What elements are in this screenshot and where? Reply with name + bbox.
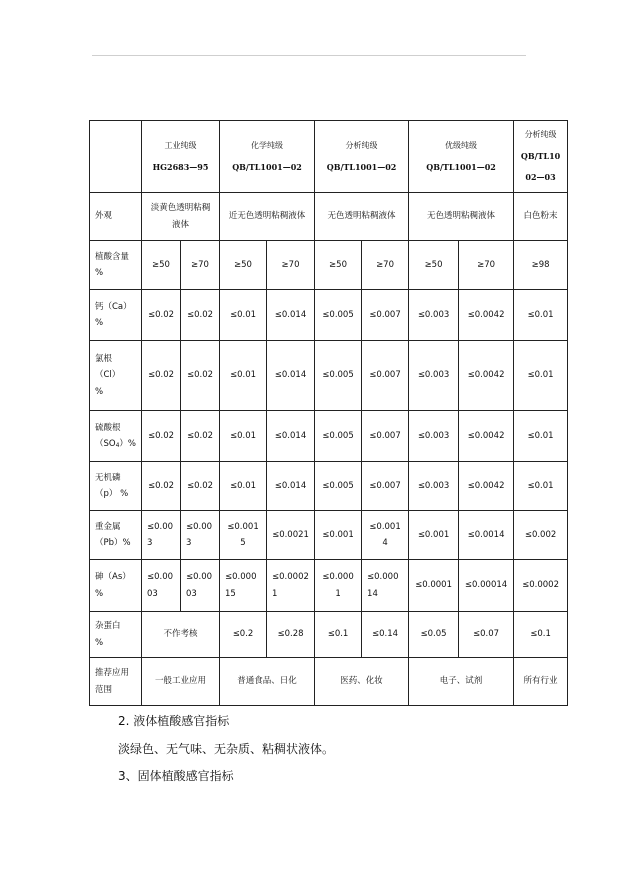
cell: ≤0.02 [181, 462, 220, 511]
row-label: 杂蛋白 % [90, 612, 142, 658]
cell: ≤0.1 [315, 612, 362, 658]
cell: ≤0.0042 [459, 290, 514, 341]
cell: ≤0.07 [459, 612, 514, 658]
cell: 医药、化妆 [315, 658, 409, 706]
phytic-acid-spec-table [89, 120, 568, 706]
cell: ≤0.005 [315, 290, 362, 341]
cell: ≤0.0003 [181, 560, 220, 612]
cell: ≤0.007 [362, 341, 409, 411]
grade-header: 分析纯级 QB/TL1002—03 [514, 121, 568, 193]
cell: 所有行业 [514, 658, 568, 706]
header-corner-cell [90, 121, 142, 193]
cell: 不作考核 [142, 612, 220, 658]
cell: ≤0.007 [362, 462, 409, 511]
row-label: 无机磷 （p） % [90, 462, 142, 511]
grade-header: 优级纯级 QB/TL1001—02 [409, 121, 514, 193]
cell: ≤0.01 [514, 411, 568, 462]
cell: ≤0.01 [220, 462, 267, 511]
cell: ≤0.02 [142, 341, 181, 411]
cell: ≤0.001 [409, 511, 459, 560]
cell: 近无色透明粘稠液体 [220, 193, 315, 241]
cell: ≤0.0042 [459, 341, 514, 411]
cell: ≥98 [514, 241, 568, 290]
header-rule [92, 55, 526, 56]
row-label: 重金属 （Pb）% [90, 511, 142, 560]
row-arsenic [90, 560, 568, 612]
grade-header: 分析纯级 QB/TL1001—02 [315, 121, 409, 193]
cell: ≤0.02 [181, 341, 220, 411]
cell: ≥70 [459, 241, 514, 290]
cell: ≥50 [142, 241, 181, 290]
cell: 淡黄色透明粘稠液体 [142, 193, 220, 241]
grade-header: 化学纯级 QB/TL1001—02 [220, 121, 315, 193]
cell: ≤0.00014 [362, 560, 409, 612]
row-appearance [90, 193, 568, 241]
cell: ≤0.005 [315, 411, 362, 462]
row-protein [90, 612, 568, 658]
row-label: 钙（Ca） % [90, 290, 142, 341]
cell: ≤0.02 [142, 411, 181, 462]
row-content [90, 241, 568, 290]
row-chloride [90, 341, 568, 411]
cell: ≤0.0002 [514, 560, 568, 612]
cell: ≥70 [181, 241, 220, 290]
cell: ≤0.003 [409, 411, 459, 462]
cell: ≥70 [362, 241, 409, 290]
cell: 无色透明粘稠液体 [409, 193, 514, 241]
cell: ≥70 [267, 241, 315, 290]
row-label: 植酸含量 % [90, 241, 142, 290]
cell: ≤0.00021 [267, 560, 315, 612]
grade-header: 工业纯级 HG2683—95 [142, 121, 220, 193]
cell: ≤0.0001 [315, 560, 362, 612]
cell: ≤0.0042 [459, 462, 514, 511]
cell: ≤0.003 [181, 511, 220, 560]
paragraph-liquid-description: 淡绿色、无气味、无杂质、粘稠状液体。 [118, 742, 335, 756]
cell: ≤0.003 [142, 511, 181, 560]
cell: ≤0.001 [315, 511, 362, 560]
cell: ≤0.005 [315, 341, 362, 411]
row-label: 砷（As） % [90, 560, 142, 612]
cell: ≤0.02 [181, 411, 220, 462]
cell: ≥50 [315, 241, 362, 290]
cell: ≤0.01 [220, 341, 267, 411]
cell: ≤0.1 [514, 612, 568, 658]
cell: ≤0.00014 [459, 560, 514, 612]
row-label: 氯根 （Cl） % [90, 341, 142, 411]
cell: ≤0.005 [315, 462, 362, 511]
cell: ≤0.0003 [142, 560, 181, 612]
cell: ≥50 [409, 241, 459, 290]
row-sulfate [90, 411, 568, 462]
cell: ≤0.014 [267, 290, 315, 341]
cell: ≤0.01 [220, 290, 267, 341]
cell: ≤0.2 [220, 612, 267, 658]
cell: ≤0.0014 [459, 511, 514, 560]
cell: ≤0.28 [267, 612, 315, 658]
cell: ≤0.003 [409, 341, 459, 411]
cell: ≤0.0042 [459, 411, 514, 462]
paragraph-liquid-heading: 2. 液体植酸感官指标 [118, 714, 230, 728]
cell: ≤0.014 [267, 411, 315, 462]
cell: 一般工业应用 [142, 658, 220, 706]
cell: ≤0.0001 [409, 560, 459, 612]
cell: ≤0.02 [142, 462, 181, 511]
cell: ≤0.02 [181, 290, 220, 341]
cell: ≤0.0014 [362, 511, 409, 560]
cell: ≤0.014 [267, 341, 315, 411]
cell: 普通食品、日化 [220, 658, 315, 706]
cell: ≤0.05 [409, 612, 459, 658]
cell: 无色透明粘稠液体 [315, 193, 409, 241]
cell: ≤0.007 [362, 290, 409, 341]
cell: ≤0.0015 [220, 511, 267, 560]
cell: ≤0.003 [409, 462, 459, 511]
row-calcium [90, 290, 568, 341]
cell: 白色粉末 [514, 193, 568, 241]
row-phosphorus [90, 462, 568, 511]
cell: ≤0.007 [362, 411, 409, 462]
cell: ≤0.014 [267, 462, 315, 511]
cell: ≥50 [220, 241, 267, 290]
row-heavy-metal [90, 511, 568, 560]
cell: ≤0.002 [514, 511, 568, 560]
row-label: 外观 [90, 193, 142, 241]
cell: ≤0.14 [362, 612, 409, 658]
cell: ≤0.0021 [267, 511, 315, 560]
row-label: 推荐应用范围 [90, 658, 142, 706]
header-row [90, 121, 568, 193]
cell: ≤0.02 [142, 290, 181, 341]
row-label: 硫酸根 （SO4）% [90, 411, 142, 462]
cell: ≤0.01 [514, 462, 568, 511]
row-application [90, 658, 568, 706]
paragraph-solid-heading: 3、固体植酸感官指标 [118, 769, 234, 783]
cell: ≤0.01 [220, 411, 267, 462]
cell: ≤0.003 [409, 290, 459, 341]
cell: 电子、试剂 [409, 658, 514, 706]
cell: ≤0.00015 [220, 560, 267, 612]
cell: ≤0.01 [514, 290, 568, 341]
cell: ≤0.01 [514, 341, 568, 411]
